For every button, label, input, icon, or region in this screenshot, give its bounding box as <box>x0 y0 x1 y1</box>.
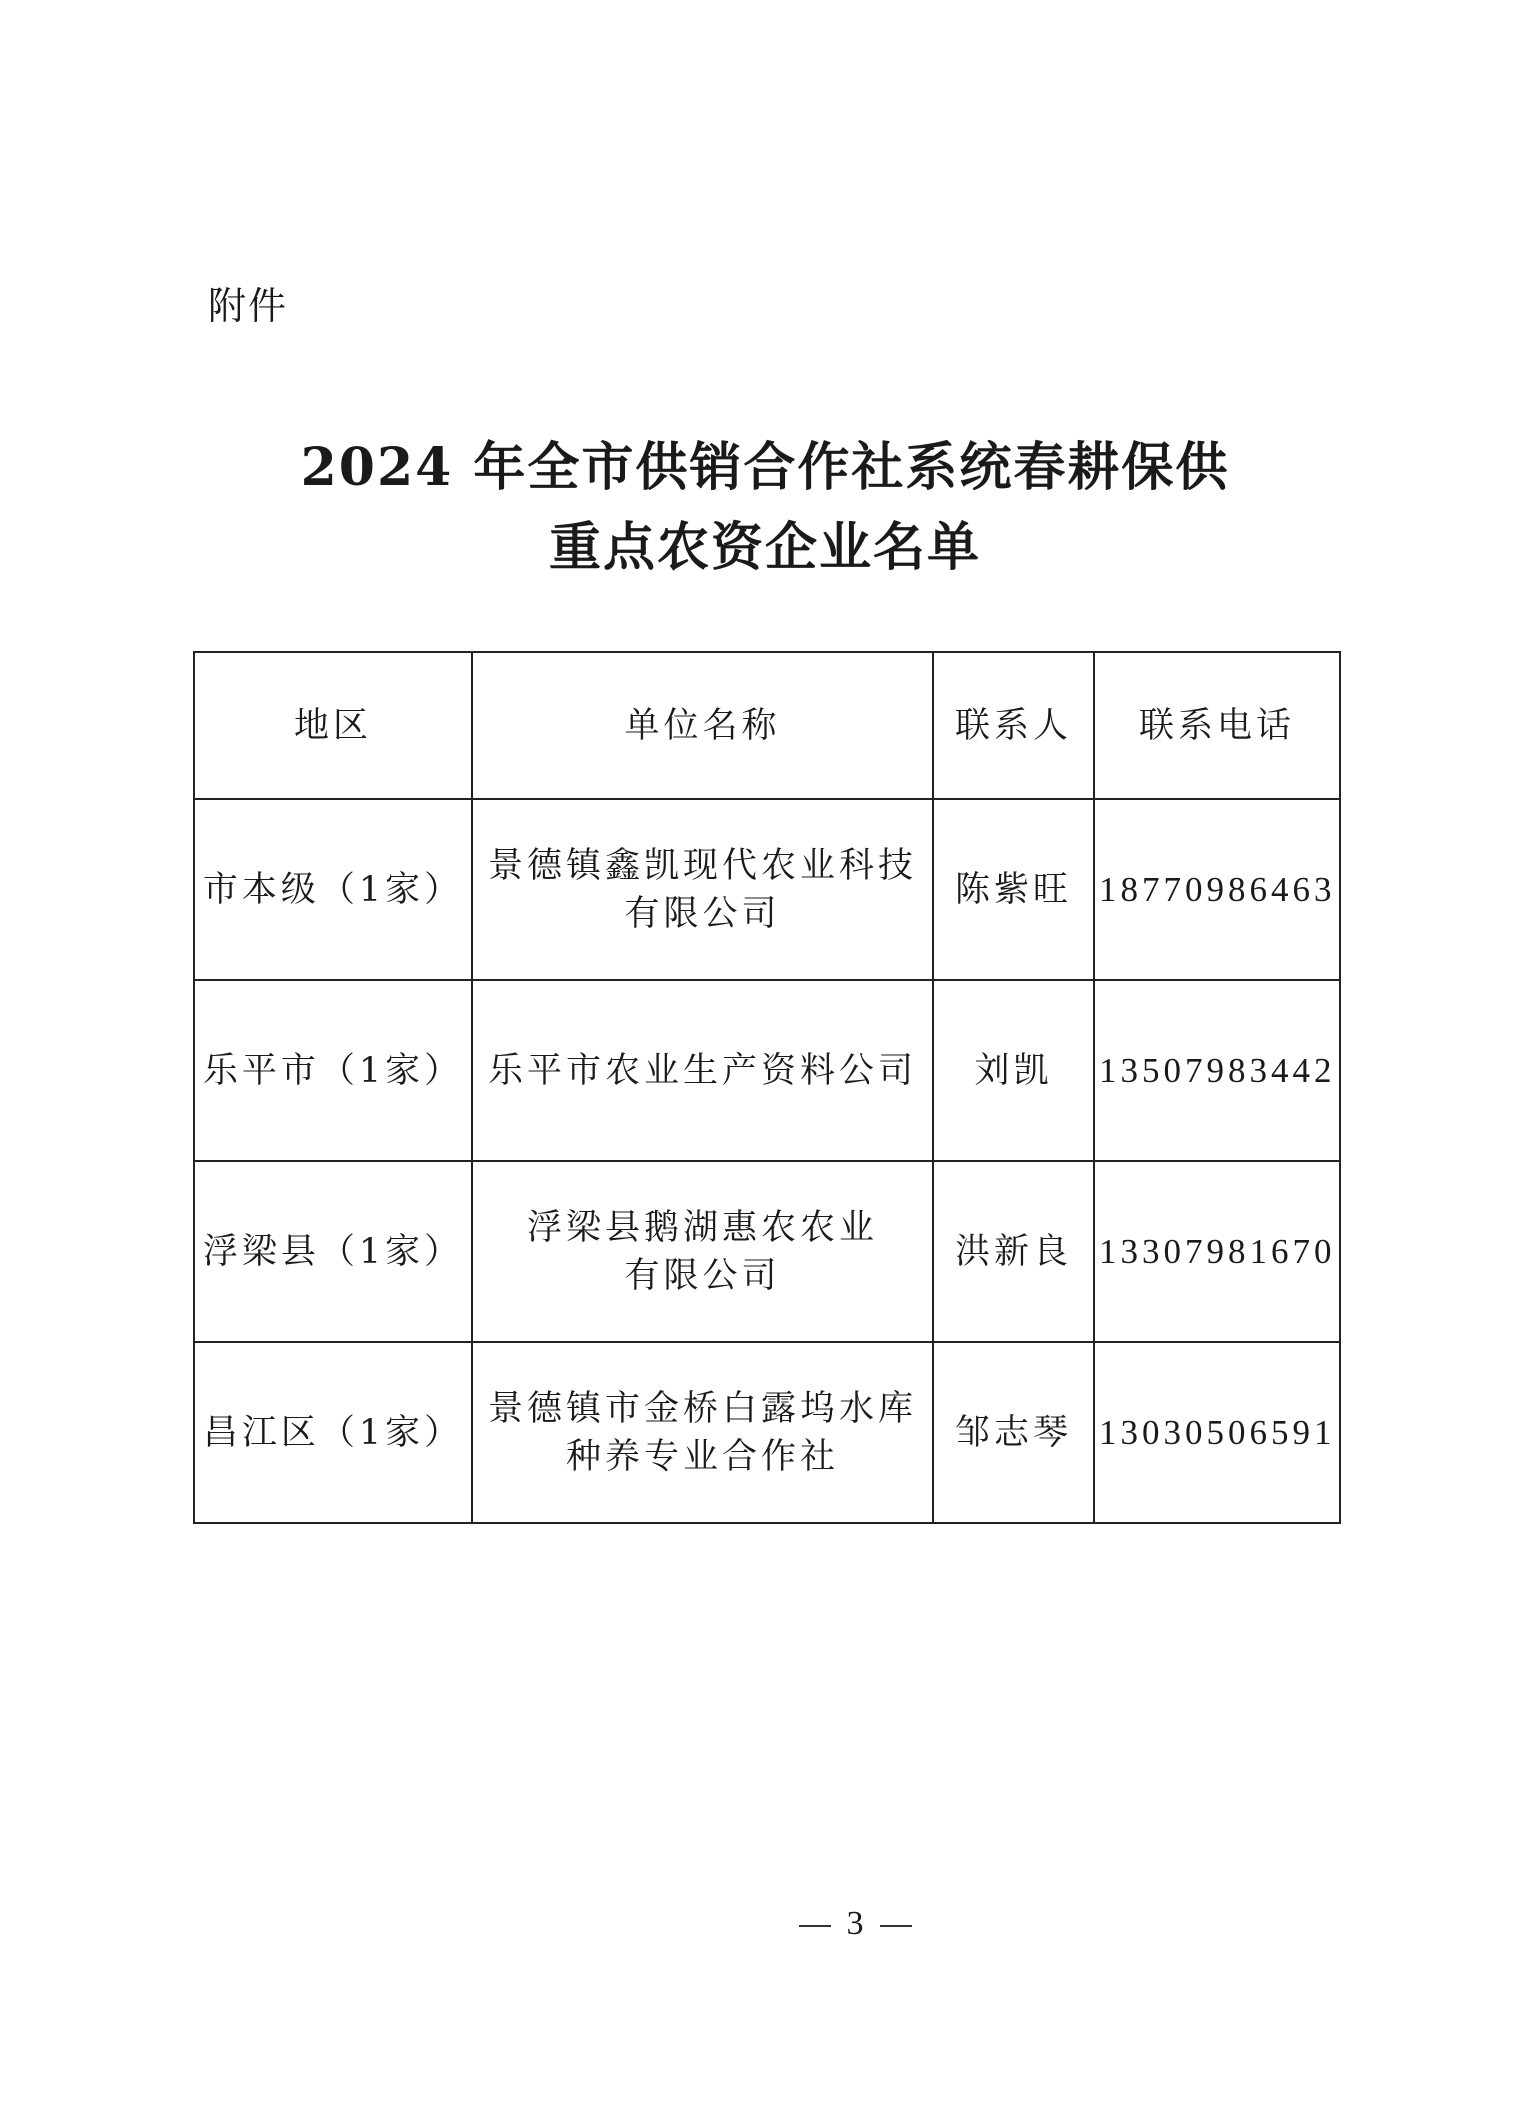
region-cell: 昌江区（1家） <box>194 1342 472 1523</box>
contact-phone-cell: 13307981670 <box>1094 1161 1340 1342</box>
region-cell: 市本级（1家） <box>194 799 472 980</box>
table-header-row <box>194 652 1340 799</box>
header-region: 地区 <box>194 652 472 799</box>
contact-person-cell: 陈紫旺 <box>933 799 1094 980</box>
unit-name-line: 景德镇鑫凯现代农业科技 <box>487 845 917 886</box>
table-row <box>194 799 1340 980</box>
document-title-line-2: 重点农资企业名单 <box>548 517 981 578</box>
unit-name-line: 浮梁县鹅湖惠农农业 <box>526 1207 878 1248</box>
contact-person-cell: 邹志琴 <box>933 1342 1094 1523</box>
unit-name-cell <box>472 1342 933 1523</box>
contact-person-cell: 刘凯 <box>933 980 1094 1161</box>
table-row <box>194 1342 1340 1523</box>
unit-name-cell <box>472 799 933 980</box>
page-number-dash-left <box>799 1925 831 1927</box>
header-contact-phone: 联系电话 <box>1094 652 1340 799</box>
region-cell: 乐平市（1家） <box>194 980 472 1161</box>
attachment-label: 附件 <box>208 284 289 328</box>
region-cell: 浮梁县（1家） <box>194 1161 472 1342</box>
page-number: 3 <box>846 1905 864 1942</box>
document-title-line-1: 2024 年全市供销合作社系统春耕保供 <box>300 437 1230 498</box>
header-unit-name: 单位名称 <box>472 652 933 799</box>
contact-person-cell: 洪新良 <box>933 1161 1094 1342</box>
enterprise-list-table <box>193 651 1341 1524</box>
page-number-dash-right <box>880 1925 912 1927</box>
contact-phone-cell: 13030506591 <box>1094 1342 1340 1523</box>
unit-name-cell <box>472 1161 933 1342</box>
page-number-footer <box>0 1905 1530 1943</box>
contact-phone-cell: 18770986463 <box>1094 799 1340 980</box>
unit-name-line: 乐平市农业生产资料公司 <box>487 1050 917 1091</box>
unit-name-line: 有限公司 <box>624 893 781 934</box>
header-contact-person: 联系人 <box>933 652 1094 799</box>
unit-name-line: 有限公司 <box>624 1255 781 1296</box>
contact-phone-cell: 13507983442 <box>1094 980 1340 1161</box>
table-row <box>194 1161 1340 1342</box>
table-row <box>194 980 1340 1161</box>
unit-name-cell <box>472 980 933 1161</box>
unit-name-line: 种养专业合作社 <box>565 1436 839 1477</box>
unit-name-line: 景德镇市金桥白露坞水库 <box>487 1388 917 1429</box>
